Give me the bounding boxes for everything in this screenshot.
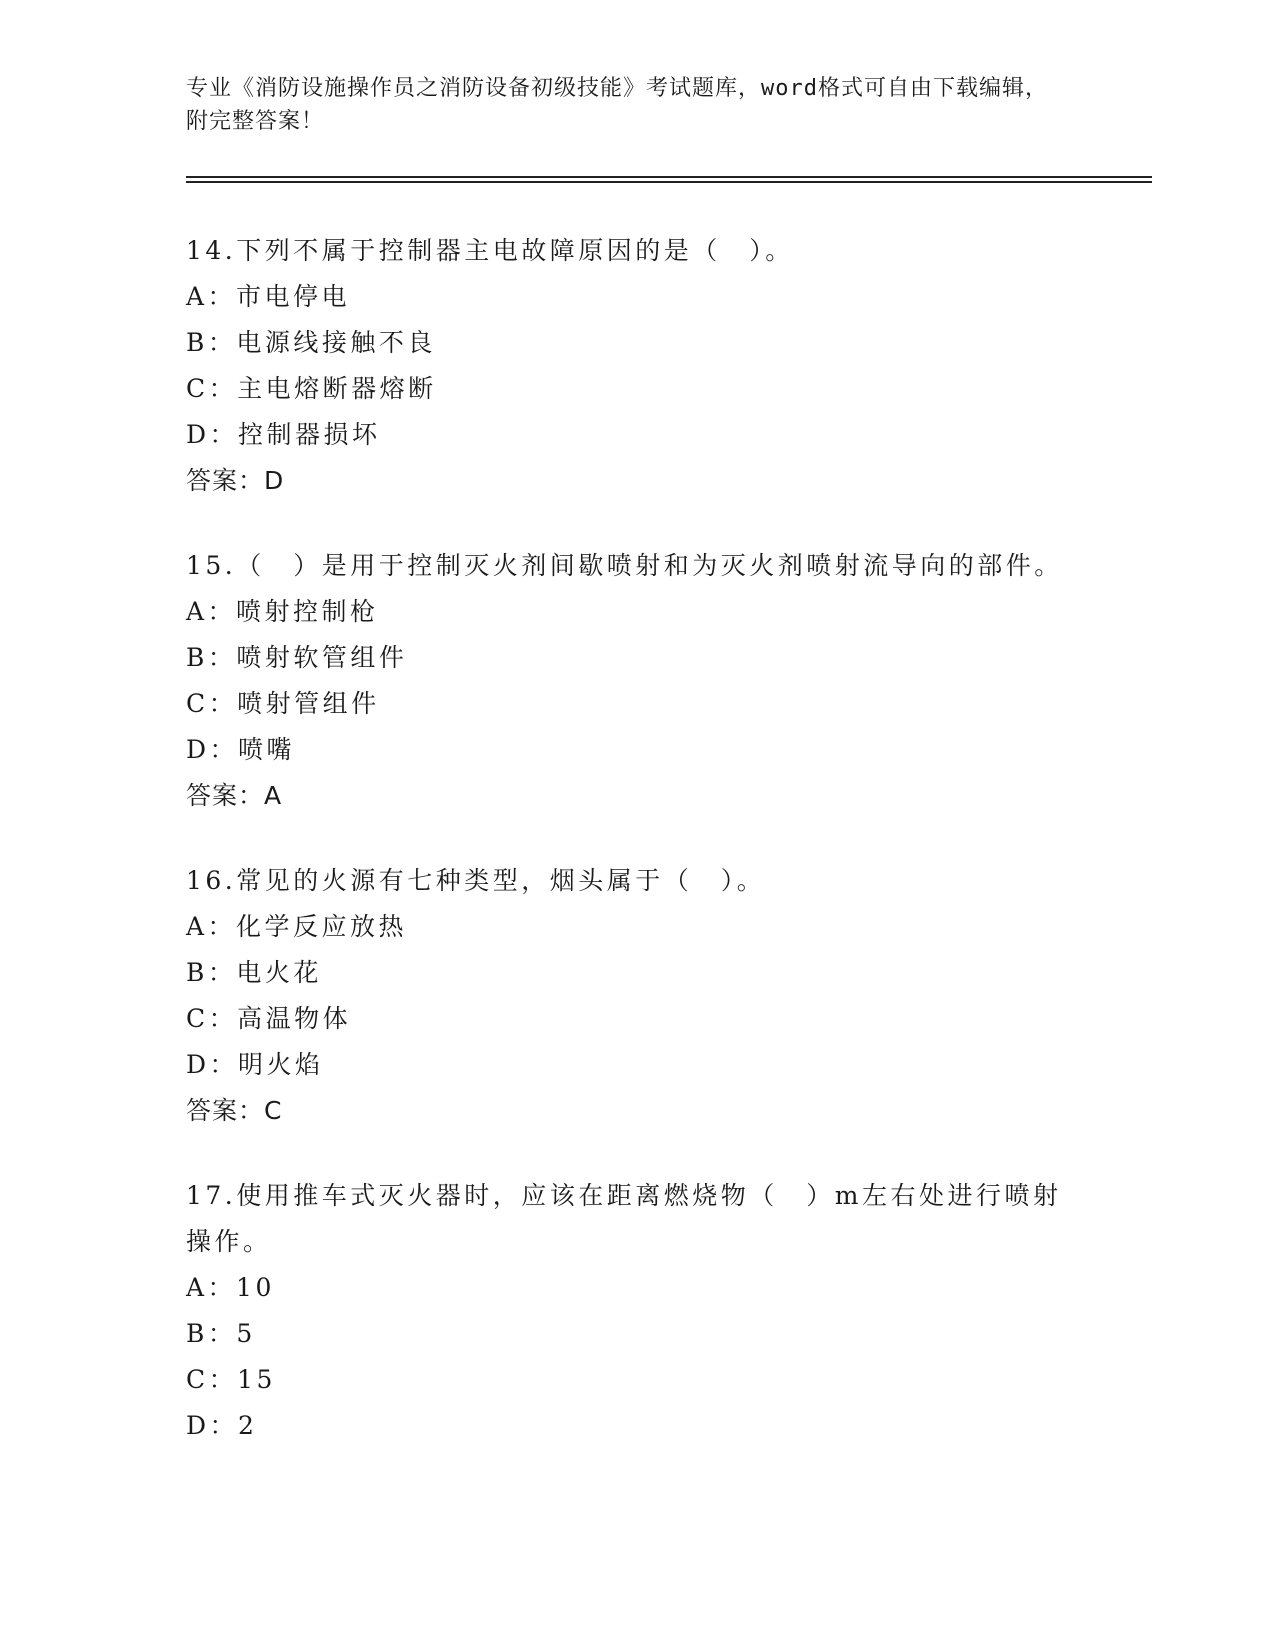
option-b: B：5 <box>186 1319 256 1348</box>
option-a: A：化学反应放热 <box>186 912 408 941</box>
header-rule-bottom <box>186 181 1152 183</box>
header-rule-top <box>186 176 1152 178</box>
option-b: B：电火花 <box>186 958 322 987</box>
question-stem: 17.使用推车式灭火器时，应该在距离燃烧物（ ）m左右处进行喷射操作。 <box>186 1181 1062 1256</box>
question-stem: 16.常见的火源有七种类型，烟头属于（ ）。 <box>186 866 766 895</box>
option-c: C：15 <box>186 1365 276 1394</box>
option-d: D：喷嘴 <box>186 735 296 764</box>
answer: 答案：D <box>186 466 285 495</box>
option-c: C：高温物体 <box>186 1004 352 1033</box>
option-b: B：喷射软管组件 <box>186 643 408 672</box>
option-d: D：2 <box>186 1411 258 1440</box>
option-a: A：喷射控制枪 <box>186 597 379 626</box>
option-c: C：主电熔断器熔断 <box>186 374 437 403</box>
question-14 <box>186 228 1086 504</box>
option-c: C：喷射管组件 <box>186 689 380 718</box>
question-stem: 15.（ ）是用于控制灭火剂间歇喷射和为灭火剂喷射流导向的部件。 <box>186 551 1063 580</box>
option-a: A：市电停电 <box>186 282 351 311</box>
option-a: A：10 <box>186 1273 275 1302</box>
question-16 <box>186 858 1086 1134</box>
option-d: D：控制器损坏 <box>186 420 381 449</box>
option-d: D：明火焰 <box>186 1050 324 1079</box>
question-15 <box>186 543 1086 819</box>
question-17 <box>186 1173 1086 1449</box>
answer: 答案：A <box>186 781 283 810</box>
answer: 答案：C <box>186 1096 283 1125</box>
document-header: 专业《消防设施操作员之消防设备初级技能》考试题库，word格式可自由下载编辑，附完整答案！ <box>186 76 1048 134</box>
option-b: B：电源线接触不良 <box>186 328 436 357</box>
question-stem: 14.下列不属于控制器主电故障原因的是（ ）。 <box>186 236 794 265</box>
